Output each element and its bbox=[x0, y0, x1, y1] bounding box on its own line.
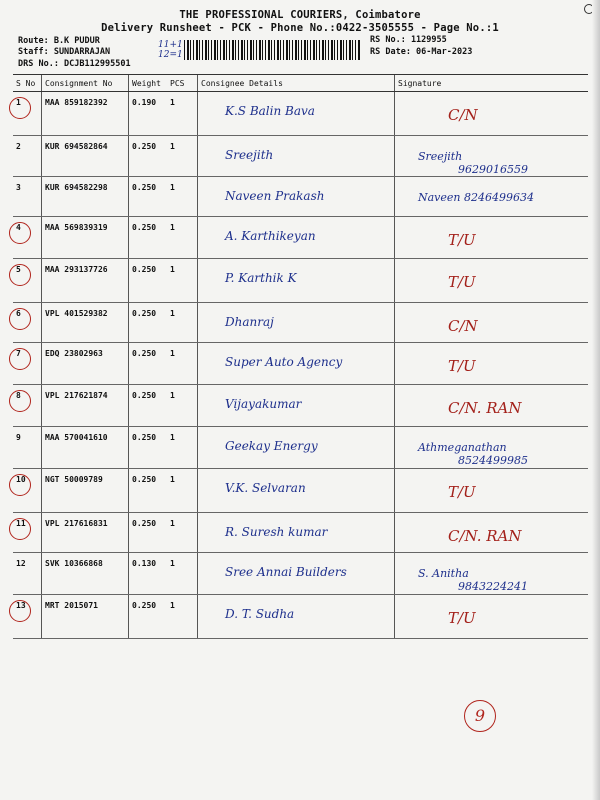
runsheet-title: Delivery Runsheet - PCK - Phone No.:0422-3505555 - Page No.:1 bbox=[101, 22, 499, 34]
weight-value: 0.250 bbox=[129, 385, 168, 427]
weight-value: 0.250 bbox=[129, 217, 168, 259]
consignment-number: KUR 694582298 bbox=[42, 177, 129, 217]
weight-value: 0.250 bbox=[129, 343, 168, 385]
table-header-row bbox=[13, 75, 588, 92]
pcs-value: 1 bbox=[167, 469, 198, 513]
table-row bbox=[13, 427, 588, 469]
consignee-cell bbox=[198, 217, 395, 259]
sno-cell bbox=[13, 553, 42, 595]
signature-cell bbox=[395, 469, 589, 513]
weight-value: 0.250 bbox=[129, 303, 168, 343]
consignee-name: Sree Annai Builders bbox=[225, 565, 347, 579]
circled-mark bbox=[9, 97, 31, 119]
signature-mark: C/N bbox=[448, 317, 478, 335]
signature-cell bbox=[395, 303, 589, 343]
serial-number bbox=[16, 601, 26, 610]
col-weight: Weight bbox=[129, 75, 168, 92]
consignee-name: Naveen Prakash bbox=[225, 189, 325, 203]
route-label: Route: B.K PUDUR bbox=[18, 36, 100, 46]
serial-number-text: 5 bbox=[16, 265, 21, 274]
consignee-cell bbox=[198, 513, 395, 553]
circled-mark bbox=[9, 264, 31, 286]
consignment-number: MAA 569839319 bbox=[42, 217, 129, 259]
serial-number-text: 12 bbox=[16, 559, 26, 568]
consignee-name: Dhanraj bbox=[225, 315, 274, 329]
weight-value: 0.250 bbox=[129, 177, 168, 217]
rs-number: RS No.: 1129955 bbox=[370, 35, 447, 45]
signature-cell bbox=[395, 343, 589, 385]
staff-label: Staff: SUNDARRAJAN bbox=[18, 47, 111, 57]
consignee-name: Geekay Energy bbox=[225, 439, 318, 453]
col-consignee: Consignee Details bbox=[198, 75, 395, 92]
sno-cell bbox=[13, 469, 42, 513]
signature-cell bbox=[395, 513, 589, 553]
consignment-number: MRT 2015071 bbox=[42, 595, 129, 639]
signature-mark: T/U bbox=[448, 483, 476, 501]
consignee-name: Vijayakumar bbox=[225, 397, 302, 411]
signature-cell bbox=[395, 92, 589, 136]
signature-cell bbox=[395, 595, 589, 639]
weight-value: 0.190 bbox=[129, 92, 168, 136]
signature-mark: Naveen 8246499634 bbox=[418, 191, 534, 204]
signature-phone: 8524499985 bbox=[458, 454, 528, 467]
consignee-name: V.K. Selvaran bbox=[225, 481, 306, 495]
pcs-value: 1 bbox=[167, 217, 198, 259]
table-row bbox=[13, 595, 588, 639]
table-row bbox=[13, 177, 588, 217]
serial-number bbox=[16, 475, 26, 484]
pcs-value: 1 bbox=[167, 553, 198, 595]
serial-number-text: 10 bbox=[16, 475, 26, 484]
consignee-cell bbox=[198, 553, 395, 595]
sno-cell bbox=[13, 303, 42, 343]
circled-mark bbox=[9, 390, 31, 412]
consignee-cell bbox=[198, 385, 395, 427]
col-sno: S No bbox=[13, 75, 42, 92]
serial-number-text: 13 bbox=[16, 601, 26, 610]
sno-cell bbox=[13, 343, 42, 385]
circled-mark bbox=[9, 222, 31, 244]
circled-mark bbox=[9, 518, 31, 540]
signature-mark: Sreejith bbox=[418, 150, 463, 163]
pcs-value: 1 bbox=[167, 136, 198, 177]
consignee-cell bbox=[198, 343, 395, 385]
serial-number-text: 6 bbox=[16, 309, 21, 318]
consignment-number: EDQ 23802963 bbox=[42, 343, 129, 385]
serial-number bbox=[16, 265, 21, 274]
serial-number-text: 1 bbox=[16, 98, 21, 107]
sno-cell bbox=[13, 217, 42, 259]
serial-number bbox=[16, 142, 21, 151]
serial-number bbox=[16, 349, 21, 358]
page-edge-shadow bbox=[592, 0, 600, 800]
signature-mark: C/N bbox=[448, 106, 478, 124]
consignee-cell bbox=[198, 595, 395, 639]
weight-value: 0.250 bbox=[129, 136, 168, 177]
signature-cell bbox=[395, 136, 589, 177]
pcs-value: 1 bbox=[167, 92, 198, 136]
serial-number-text: 7 bbox=[16, 349, 21, 358]
consignee-cell bbox=[198, 303, 395, 343]
table-row bbox=[13, 343, 588, 385]
signature-cell bbox=[395, 217, 589, 259]
col-pcs: PCS bbox=[167, 75, 198, 92]
sno-cell bbox=[13, 177, 42, 217]
signature-phone: 9843224241 bbox=[458, 580, 528, 593]
consignee-cell bbox=[198, 136, 395, 177]
delivery-table bbox=[13, 74, 588, 639]
table-body bbox=[13, 92, 588, 639]
consignment-number: VPL 217621874 bbox=[42, 385, 129, 427]
table-row bbox=[13, 553, 588, 595]
pcs-value: 1 bbox=[167, 513, 198, 553]
consignee-cell bbox=[198, 177, 395, 217]
pcs-value: 1 bbox=[167, 385, 198, 427]
pcs-value: 1 bbox=[167, 427, 198, 469]
serial-number-text: 8 bbox=[16, 391, 21, 400]
table-row bbox=[13, 469, 588, 513]
handwritten-count-note bbox=[158, 40, 183, 60]
table-row bbox=[13, 217, 588, 259]
sno-cell bbox=[13, 427, 42, 469]
consignee-cell bbox=[198, 92, 395, 136]
pcs-value: 1 bbox=[167, 303, 198, 343]
signature-mark: T/U bbox=[448, 357, 476, 375]
weight-value: 0.250 bbox=[129, 427, 168, 469]
signature-mark: T/U bbox=[448, 273, 476, 291]
pcs-value: 1 bbox=[167, 595, 198, 639]
circled-mark bbox=[9, 348, 31, 370]
signature-mark: C/N. RAN bbox=[448, 399, 522, 417]
page-number-mark: 9 bbox=[464, 700, 496, 732]
barcode-image bbox=[184, 40, 360, 60]
table-row bbox=[13, 92, 588, 136]
serial-number bbox=[16, 559, 26, 568]
sno-cell bbox=[13, 136, 42, 177]
consignee-cell bbox=[198, 427, 395, 469]
signature-mark: C/N. RAN bbox=[448, 527, 522, 545]
consignment-number: NGT 50009789 bbox=[42, 469, 129, 513]
serial-number bbox=[16, 519, 26, 528]
signature-phone: 9629016559 bbox=[458, 163, 528, 176]
sno-cell bbox=[13, 385, 42, 427]
serial-number-text: 4 bbox=[16, 223, 21, 232]
table-row bbox=[13, 259, 588, 303]
consignment-number: KUR 694582864 bbox=[42, 136, 129, 177]
rs-date: RS Date: 06-Mar-2023 bbox=[370, 47, 473, 57]
signature-cell bbox=[395, 259, 589, 303]
sno-cell bbox=[13, 513, 42, 553]
serial-number-text: 11 bbox=[16, 519, 26, 528]
serial-number bbox=[16, 183, 21, 192]
serial-number-text: 3 bbox=[16, 183, 21, 192]
circled-mark bbox=[9, 308, 31, 330]
signature-mark: T/U bbox=[448, 609, 476, 627]
table-row bbox=[13, 136, 588, 177]
consignment-number: MAA 859182392 bbox=[42, 92, 129, 136]
weight-value: 0.130 bbox=[129, 553, 168, 595]
sno-cell bbox=[13, 92, 42, 136]
consignee-name: K.S Balin Bava bbox=[225, 104, 315, 118]
weight-value: 0.250 bbox=[129, 259, 168, 303]
signature-cell bbox=[395, 385, 589, 427]
sno-cell bbox=[13, 595, 42, 639]
consignment-number: MAA 570041610 bbox=[42, 427, 129, 469]
signature-cell bbox=[395, 553, 589, 595]
sno-cell bbox=[13, 259, 42, 303]
consignee-cell bbox=[198, 259, 395, 303]
company-title: THE PROFESSIONAL COURIERS, Coimbatore bbox=[179, 9, 421, 21]
drs-number: DRS No.: DCJB112995501 bbox=[18, 59, 131, 69]
weight-value: 0.250 bbox=[129, 513, 168, 553]
table-row bbox=[13, 513, 588, 553]
col-consignment: Consignment No bbox=[42, 75, 129, 92]
signature-mark: T/U bbox=[448, 231, 476, 249]
signature-mark: Athmeganathan bbox=[418, 441, 507, 454]
consignee-name: Sreejith bbox=[225, 148, 274, 162]
circled-mark bbox=[9, 600, 31, 622]
serial-number-text: 2 bbox=[16, 142, 21, 151]
serial-number bbox=[16, 391, 21, 400]
serial-number bbox=[16, 433, 21, 442]
signature-mark: S. Anitha bbox=[418, 567, 469, 580]
serial-number bbox=[16, 98, 21, 107]
serial-number bbox=[16, 223, 21, 232]
col-signature: Signature bbox=[395, 75, 589, 92]
consignee-name: D. T. Sudha bbox=[225, 607, 295, 621]
consignment-number: SVK 10366868 bbox=[42, 553, 129, 595]
consignee-cell bbox=[198, 469, 395, 513]
consignment-number: MAA 293137726 bbox=[42, 259, 129, 303]
consignment-number: VPL 401529382 bbox=[42, 303, 129, 343]
table-row bbox=[13, 303, 588, 343]
weight-value: 0.250 bbox=[129, 469, 168, 513]
weight-value: 0.250 bbox=[129, 595, 168, 639]
note-bottom: 12=1 bbox=[158, 50, 183, 60]
consignee-name: P. Karthik K bbox=[225, 271, 297, 285]
consignee-name: A. Karthikeyan bbox=[225, 229, 316, 243]
signature-cell bbox=[395, 427, 589, 469]
table-row bbox=[13, 385, 588, 427]
pcs-value: 1 bbox=[167, 259, 198, 303]
pcs-value: 1 bbox=[167, 343, 198, 385]
consignee-name: Super Auto Agency bbox=[225, 355, 343, 369]
signature-cell bbox=[395, 177, 589, 217]
consignment-number: VPL 217616831 bbox=[42, 513, 129, 553]
serial-number bbox=[16, 309, 21, 318]
circled-mark bbox=[9, 474, 31, 496]
pcs-value: 1 bbox=[167, 177, 198, 217]
note-top: 11+1 bbox=[158, 40, 183, 50]
consignee-name: R. Suresh kumar bbox=[225, 525, 328, 539]
serial-number-text: 9 bbox=[16, 433, 21, 442]
